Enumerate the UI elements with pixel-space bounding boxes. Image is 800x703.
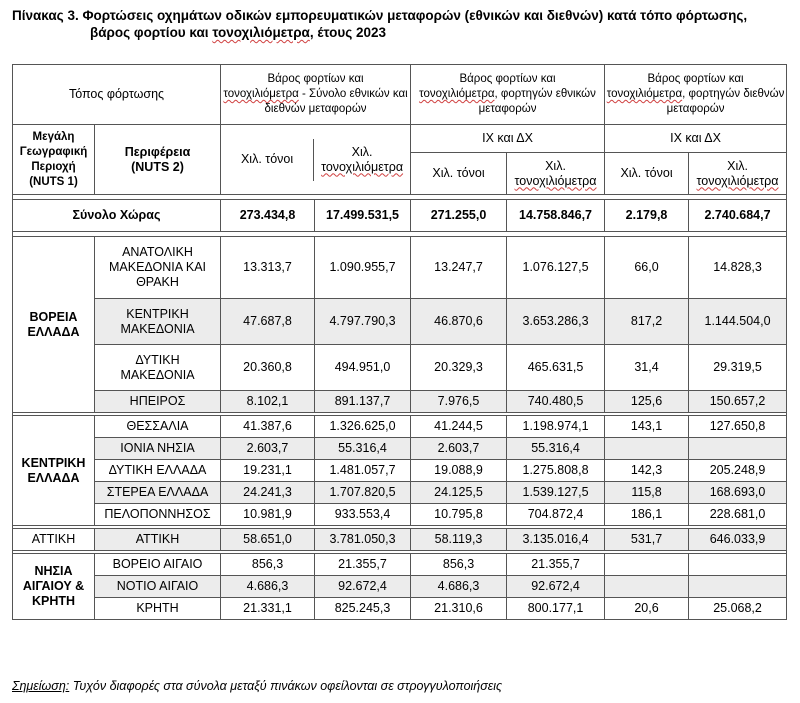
value-cell: 10.981,9 [221, 504, 315, 526]
region-cell: ΙΟΝΙΑ ΝΗΣΙΑ [95, 438, 221, 460]
value-cell: 704.872,4 [507, 504, 605, 526]
total-value: 2.740.684,7 [689, 200, 787, 232]
value-cell: 825.245,3 [315, 598, 411, 620]
value-cell [689, 438, 787, 460]
value-cell: 494.951,0 [315, 345, 411, 391]
value-cell: 41.387,6 [221, 416, 315, 438]
header-tkm-international: Χιλ. τονοχιλιόμετρα [689, 153, 787, 195]
value-cell: 127.650,8 [689, 416, 787, 438]
region-cell: ΣΤΕΡΕΑ ΕΛΛΑΔΑ [95, 482, 221, 504]
table-row [13, 237, 787, 299]
region-cell: ΚΕΝΤΡΙΚΗ ΜΑΚΕΔΟΝΙΑ [95, 299, 221, 345]
value-cell: 46.870,6 [411, 299, 507, 345]
value-cell: 3.135.016,4 [507, 529, 605, 551]
value-cell: 66,0 [605, 237, 689, 299]
value-cell: 7.976,5 [411, 391, 507, 413]
value-cell: 150.657,2 [689, 391, 787, 413]
header-tonnes-international: Χιλ. τόνοι [605, 153, 689, 195]
value-cell: 4.686,3 [411, 576, 507, 598]
value-cell: 115,8 [605, 482, 689, 504]
region-cell: ΔΥΤΙΚΗ ΕΛΛΑΔΑ [95, 460, 221, 482]
region-cell: ΑΝΑΤΟΛΙΚΗ ΜΑΚΕΔΟΝΙΑ ΚΑΙ ΘΡΑΚΗ [95, 237, 221, 299]
table-row [13, 299, 787, 345]
value-cell: 168.693,0 [689, 482, 787, 504]
table-row [13, 438, 787, 460]
table-title [12, 7, 747, 41]
value-cell: 1.539.127,5 [507, 482, 605, 504]
value-cell [689, 576, 787, 598]
table-row [13, 554, 787, 576]
header-sub-total [221, 139, 410, 181]
value-cell [605, 438, 689, 460]
value-cell: 1.144.504,0 [689, 299, 787, 345]
value-cell: 21.355,7 [507, 554, 605, 576]
nuts1-cell: ΒΟΡΕΙΑ ΕΛΛΑΔΑ [13, 237, 95, 413]
value-cell: 646.033,9 [689, 529, 787, 551]
region-cell: ΑΤΤΙΚΗ [95, 529, 221, 551]
nuts1-cell: ΚΕΝΤΡΙΚΗ ΕΛΛΑΔΑ [13, 416, 95, 526]
value-cell [605, 576, 689, 598]
total-value: 17.499.531,5 [315, 200, 411, 232]
value-cell: 817,2 [605, 299, 689, 345]
header-nuts2: Περιφέρεια (NUTS 2) [95, 125, 221, 195]
value-cell: 20.329,3 [411, 345, 507, 391]
header-group-international: Βάρος φορτίων και τονοχιλιόμετρα, φορτηγών διεθνών μεταφορών [605, 65, 787, 125]
header-group-national: Βάρος φορτίων και τονοχιλιόμετρα, φορτηγών εθνικών μεταφορών [411, 65, 605, 125]
value-cell: 13.247,7 [411, 237, 507, 299]
value-cell: 58.651,0 [221, 529, 315, 551]
header-tonnes-total-label [221, 125, 411, 195]
value-cell: 465.631,5 [507, 345, 605, 391]
value-cell: 19.231,1 [221, 460, 315, 482]
value-cell: 800.177,1 [507, 598, 605, 620]
value-cell: 531,7 [605, 529, 689, 551]
nuts1-cell: ΝΗΣΙΑ ΑΙΓΑΙΟΥ & ΚΡΗΤΗ [13, 554, 95, 620]
title-line-2: βάρος φορτίου και τονοχιλιόμετρα, έτους 2023 [90, 25, 387, 40]
value-cell: 1.326.625,0 [315, 416, 411, 438]
region-cell: ΝΟΤΙΟ ΑΙΓΑΙΟ [95, 576, 221, 598]
value-cell: 1.481.057,7 [315, 460, 411, 482]
value-cell [605, 554, 689, 576]
value-cell: 41.244,5 [411, 416, 507, 438]
value-cell: 2.603,7 [411, 438, 507, 460]
total-value: 273.434,8 [221, 200, 315, 232]
header-ixdx-international: ΙΧ και ΔΧ [605, 125, 787, 153]
header-tonnes: Χιλ. τόνοι [221, 139, 314, 181]
value-cell: 1.707.820,5 [315, 482, 411, 504]
value-cell: 3.653.286,3 [507, 299, 605, 345]
freight-table [12, 64, 787, 620]
value-cell: 24.125,5 [411, 482, 507, 504]
value-cell: 125,6 [605, 391, 689, 413]
table-row [13, 460, 787, 482]
value-cell: 740.480,5 [507, 391, 605, 413]
header-group-total: Βάρος φορτίων και τονοχιλιόμετρα - Σύνολο εθνικών και διεθνών μεταφορών [221, 65, 411, 125]
table-row [13, 504, 787, 526]
value-cell: 142,3 [605, 460, 689, 482]
value-cell: 25.068,2 [689, 598, 787, 620]
value-cell: 856,3 [221, 554, 315, 576]
header-ixdx-national: ΙΧ και ΔΧ [411, 125, 605, 153]
header-tkm: Χιλ. τονοχιλιόμετρα [314, 139, 410, 181]
value-cell: 58.119,3 [411, 529, 507, 551]
value-cell: 10.795,8 [411, 504, 507, 526]
value-cell: 24.241,3 [221, 482, 315, 504]
value-cell: 2.603,7 [221, 438, 315, 460]
header-tkm-national: Χιλ. τονοχιλιόμετρα [507, 153, 605, 195]
value-cell: 20.360,8 [221, 345, 315, 391]
value-cell: 8.102,1 [221, 391, 315, 413]
total-value: 271.255,0 [411, 200, 507, 232]
region-cell: ΔΥΤΙΚΗ ΜΑΚΕΔΟΝΙΑ [95, 345, 221, 391]
value-cell: 92.672,4 [507, 576, 605, 598]
value-cell: 20,6 [605, 598, 689, 620]
value-cell: 1.090.955,7 [315, 237, 411, 299]
value-cell: 4.686,3 [221, 576, 315, 598]
table-row [13, 482, 787, 504]
value-cell: 21.331,1 [221, 598, 315, 620]
value-cell: 55.316,4 [315, 438, 411, 460]
value-cell: 92.672,4 [315, 576, 411, 598]
value-cell: 19.088,9 [411, 460, 507, 482]
region-cell: ΘΕΣΣΑΛΙΑ [95, 416, 221, 438]
value-cell: 47.687,8 [221, 299, 315, 345]
table-row [13, 529, 787, 551]
value-cell: 1.076.127,5 [507, 237, 605, 299]
nuts1-cell: ΑΤΤΙΚΗ [13, 529, 95, 551]
value-cell: 31,4 [605, 345, 689, 391]
value-cell: 21.355,7 [315, 554, 411, 576]
header-nuts1: Μεγάλη Γεωγραφική Περιοχή (NUTS 1) [13, 125, 95, 195]
total-value: 14.758.846,7 [507, 200, 605, 232]
value-cell [689, 554, 787, 576]
table-row [13, 345, 787, 391]
table-row [13, 576, 787, 598]
table-row [13, 391, 787, 413]
region-cell: ΗΠΕΙΡΟΣ [95, 391, 221, 413]
title-line-1: Πίνακας 3. Φορτώσεις οχημάτων οδικών εμπορευματικών μεταφορών (εθνικών και διεθνών) κατά τόπο φόρτωσης, [12, 8, 748, 23]
value-cell: 1.198.974,1 [507, 416, 605, 438]
value-cell: 1.275.808,8 [507, 460, 605, 482]
value-cell: 228.681,0 [689, 504, 787, 526]
value-cell: 143,1 [605, 416, 689, 438]
value-cell: 891.137,7 [315, 391, 411, 413]
value-cell: 4.797.790,3 [315, 299, 411, 345]
footnote: Σημείωση: Τυχόν διαφορές στα σύνολα μεταξύ πινάκων οφείλονται σε στρογγυλοποιήσεις [12, 679, 503, 693]
table-row [13, 598, 787, 620]
value-cell: 29.319,5 [689, 345, 787, 391]
value-cell: 14.828,3 [689, 237, 787, 299]
header-tonnes-national: Χιλ. τόνοι [411, 153, 507, 195]
value-cell: 205.248,9 [689, 460, 787, 482]
value-cell: 933.553,4 [315, 504, 411, 526]
total-label: Σύνολο Χώρας [13, 200, 221, 232]
total-row [13, 200, 787, 232]
value-cell: 3.781.050,3 [315, 529, 411, 551]
value-cell: 13.313,7 [221, 237, 315, 299]
value-cell: 856,3 [411, 554, 507, 576]
value-cell: 186,1 [605, 504, 689, 526]
total-value: 2.179,8 [605, 200, 689, 232]
region-cell: ΠΕΛΟΠΟΝΝΗΣΟΣ [95, 504, 221, 526]
value-cell: 55.316,4 [507, 438, 605, 460]
value-cell: 21.310,6 [411, 598, 507, 620]
header-topos: Τόπος φόρτωσης [13, 65, 221, 125]
region-cell: ΚΡΗΤΗ [95, 598, 221, 620]
region-cell: ΒΟΡΕΙΟ ΑΙΓΑΙΟ [95, 554, 221, 576]
table-row [13, 416, 787, 438]
